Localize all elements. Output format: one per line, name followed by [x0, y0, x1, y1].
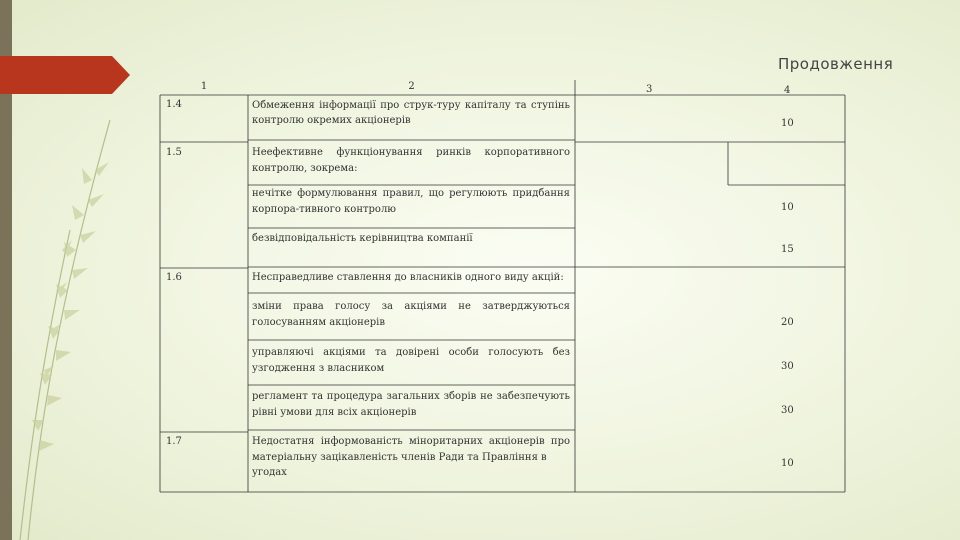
row-value: 20	[781, 317, 794, 328]
row-value: 10	[781, 118, 794, 129]
row-text-line1: Недостатня інформованість міноритарних акціонерів про	[252, 436, 570, 447]
row-value: 30	[781, 405, 794, 416]
row-text-line1: Неефективне функціонування ринків корпоративного	[252, 147, 570, 158]
header-col-2: 2	[408, 81, 415, 92]
header-col-1: 1	[200, 81, 208, 92]
row-value: 10	[781, 458, 794, 469]
row-value: 10	[781, 202, 794, 213]
header-col-3: 3	[646, 84, 653, 95]
row-text-line1: управляючі акціями та довірені особи голосують без	[252, 347, 570, 358]
row-number: 1.6	[166, 272, 182, 283]
header-col-4: 4	[784, 85, 791, 96]
row-text-line1: Обмеження інформації про струк-туру капіталу та ступінь	[252, 100, 570, 111]
row-value: 15	[781, 244, 794, 255]
row-text-line2: рівні умови для всіх акціонерів	[252, 407, 417, 418]
row-text-line1: регламент та процедура загальних зборів не забезпечують	[252, 391, 570, 402]
row-text-line2: корпора-тивного контролю	[252, 204, 396, 215]
row-text-line1: нечітке формулювання правил, що регулюють придбання	[252, 188, 570, 199]
row-number: 1.4	[166, 99, 182, 110]
row-text-line1: Несправедливе ставлення до власників одного виду акцій:	[252, 272, 564, 283]
row-text-line2: контролю, зокрема:	[252, 163, 358, 174]
row-text-line1: зміни права голосу за акціями не затверджуються	[252, 301, 570, 312]
row-text-line2: матеріальну зацікавленість членів Ради та Правління в угодах	[252, 452, 547, 478]
row-text-line2: контролю окремих акціонерів	[252, 115, 411, 126]
slide-title: Продовження	[778, 55, 894, 73]
row-text-line2: голосуванням акціонерів	[252, 317, 385, 328]
row-number: 1.5	[166, 147, 182, 158]
row-text-line1: безвідповідальність керівництва компанії	[252, 233, 473, 244]
row-text-line2: узгодження з власником	[252, 363, 385, 374]
row-number: 1.7	[166, 436, 182, 447]
row-value: 30	[781, 361, 794, 372]
